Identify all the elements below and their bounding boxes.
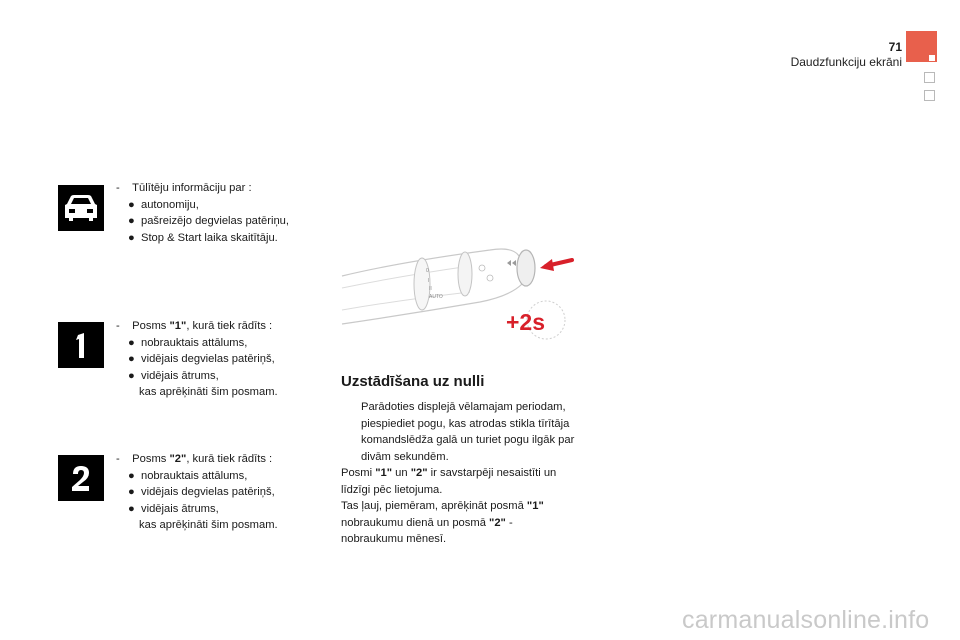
list-item-text: autonomiju, [140,198,199,211]
list-item-text: nobrauktais attālums, [140,469,248,482]
list-item-text: vidējais ātrums, [140,369,219,382]
list-item [116,213,331,230]
bullet: ● [128,231,135,244]
bullet: ● [128,502,135,515]
para-line [341,465,621,482]
text: un [392,467,411,479]
list-item [116,501,331,518]
list-item-text: vidējais degvielas patēriņš, [140,486,275,498]
text: - [505,516,513,529]
text: Tas ļauj, piemēram, aprēķināt posmā [341,500,527,512]
list-item [116,197,331,214]
text-bold: "2" [489,516,506,529]
page-number: 71 [888,40,902,54]
text: nobraukumu dienā un posmā [341,516,490,529]
section-title: Daudzfunkciju ekrāni [790,55,902,69]
step-line: divām sekundēm. [361,450,449,463]
watermark: carmanualsonline.info [682,606,930,634]
list-item [116,351,331,368]
item-1-intro-text: Tūlītēju informāciju par : [132,182,252,194]
item-2-text [116,318,331,401]
step-text: Parādoties displejā vēlamajam periodam, [361,401,566,413]
intro-bold: "2" [169,453,187,465]
intro-pre: Posms [132,453,170,465]
bullet: ● [128,469,135,482]
para-line [341,498,621,515]
step-line: piespiediet pogu, kas atrodas stikla tīrītāja [361,417,570,430]
plus-2s-label: +2s [506,309,546,335]
bullet: ● [128,353,135,365]
text-bold: "1" [375,467,393,479]
bullet: ● [128,336,135,349]
list-item-text: vidējais degvielas patēriņš, [140,353,275,365]
list-item [116,484,331,501]
text-bold: "1" [526,500,544,512]
car-icon [58,185,104,231]
wiper-stalk-diagram [340,238,600,348]
step-line [341,399,621,416]
intro-post: , kurā tiek rādīts : [186,453,273,465]
list-item [116,468,331,485]
item-3-note: kas aprēķināti šim posmam. [139,519,278,531]
reset-heading: Uzstādīšana uz nulli [341,373,485,390]
chapter-box-2 [924,90,935,101]
para-line [341,515,621,532]
bullet: ● [128,369,135,382]
para-line: nobraukumu mēnesī. [341,533,447,545]
item-3-text [116,451,331,534]
lever-mark: II [429,286,432,292]
digit-1-icon [58,322,104,368]
item-3-intro [116,451,331,468]
intro-pre: Posms [132,320,170,332]
list-item [116,230,331,247]
reset-paragraph [341,399,621,548]
bullet: ● [128,198,135,211]
intro-bold: "1" [169,320,187,332]
lever-mark: AUTO [429,294,443,300]
dash: - [116,320,120,332]
step-line: komandslēdža galā un turiet pogu ilgāk par [361,434,575,446]
item-1-text [116,180,331,246]
list-item-text: Stop & Start laika skaitītāju. [140,231,278,244]
list-item-text: nobrauktais attālums, [140,336,248,349]
list-item [116,368,331,385]
lever-mark: 0 [426,268,429,274]
dash: - [116,453,120,465]
item-2-intro [116,318,331,335]
lever-mark: I [428,278,430,284]
dash: - [116,182,120,194]
text: ir savstarpēji nesaistīti un [427,467,557,479]
item-1-intro [116,180,331,197]
para-line: līdzīgi pēc lietojuma. [341,483,443,496]
list-item-text: pašreizējo degvielas patēriņu, [140,215,290,227]
item-2-note: kas aprēķināti šim posmam. [139,386,278,398]
digit-2-icon [58,455,104,501]
text: Posmi [341,467,376,479]
list-item-text: vidējais ātrums, [140,502,219,515]
list-item [116,335,331,352]
chapter-tab-marker [929,55,935,61]
intro-post: , kurā tiek rādīts : [186,320,273,332]
bullet: ● [128,486,135,498]
text-bold: "2" [410,467,428,479]
chapter-box-1 [924,72,935,83]
bullet: ● [128,215,135,227]
